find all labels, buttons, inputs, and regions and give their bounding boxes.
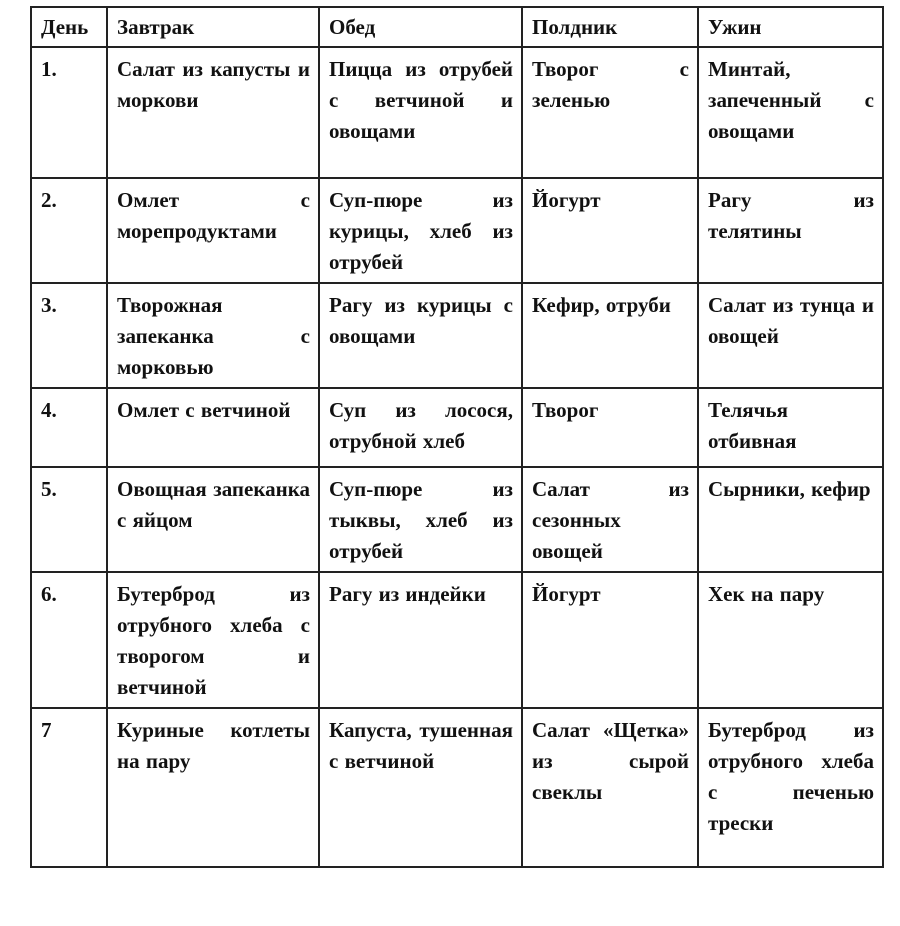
dinner-cell: Рагу из телятины <box>698 178 883 283</box>
lunch-cell: Капуста, тушенная с ветчиной <box>319 708 522 867</box>
header-lunch: Обед <box>319 7 522 47</box>
day-number: 7 <box>31 708 107 867</box>
weekly-menu-table <box>30 6 884 868</box>
dinner-cell: Телячья отбивная <box>698 388 883 467</box>
lunch-cell: Суп-пюре из тыквы, хлеб из отрубей <box>319 467 522 572</box>
day-number: 5. <box>31 467 107 572</box>
lunch-cell: Суп-пюре из курицы, хлеб из отрубей <box>319 178 522 283</box>
header-breakfast: Завтрак <box>107 7 319 47</box>
snack-cell: Йогурт <box>522 178 698 283</box>
table-row <box>31 572 883 708</box>
table-row <box>31 467 883 572</box>
snack-cell: Салат из сезонных овощей <box>522 467 698 572</box>
header-dinner: Ужин <box>698 7 883 47</box>
breakfast-cell: Творожная запеканка с морковью <box>107 283 319 388</box>
lunch-cell: Рагу из курицы с овощами <box>319 283 522 388</box>
breakfast-cell: Омлет с морепродуктами <box>107 178 319 283</box>
lunch-cell: Рагу из индейки <box>319 572 522 708</box>
snack-cell: Творог с зеленью <box>522 47 698 178</box>
header-snack: Полдник <box>522 7 698 47</box>
header-day: День <box>31 7 107 47</box>
header-row <box>31 7 883 47</box>
snack-cell: Кефир, отруби <box>522 283 698 388</box>
table-row <box>31 708 883 867</box>
day-number: 2. <box>31 178 107 283</box>
day-number: 1. <box>31 47 107 178</box>
dinner-cell: Минтай, запеченный с овощами <box>698 47 883 178</box>
snack-cell: Йогурт <box>522 572 698 708</box>
table-row <box>31 178 883 283</box>
dinner-cell: Хек на пару <box>698 572 883 708</box>
breakfast-cell: Омлет с ветчиной <box>107 388 319 467</box>
table-row <box>31 283 883 388</box>
day-number: 6. <box>31 572 107 708</box>
table-row <box>31 47 883 178</box>
lunch-cell: Суп из лосося, отрубной хлеб <box>319 388 522 467</box>
dinner-cell: Сырники, кефир <box>698 467 883 572</box>
lunch-cell: Пицца из отрубей с ветчиной и овощами <box>319 47 522 178</box>
day-number: 4. <box>31 388 107 467</box>
breakfast-cell: Салат из капусты и моркови <box>107 47 319 178</box>
breakfast-cell: Бутерброд из отрубного хлеба с творогом и ветчиной <box>107 572 319 708</box>
breakfast-cell: Овощная запеканка с яйцом <box>107 467 319 572</box>
snack-cell: Творог <box>522 388 698 467</box>
breakfast-cell: Куриные котлеты на пару <box>107 708 319 867</box>
snack-cell: Салат «Щетка» из сырой свеклы <box>522 708 698 867</box>
dinner-cell: Бутерброд из отрубного хлеба с печенью трески <box>698 708 883 867</box>
table-row <box>31 388 883 467</box>
dinner-cell: Салат из тунца и овощей <box>698 283 883 388</box>
day-number: 3. <box>31 283 107 388</box>
